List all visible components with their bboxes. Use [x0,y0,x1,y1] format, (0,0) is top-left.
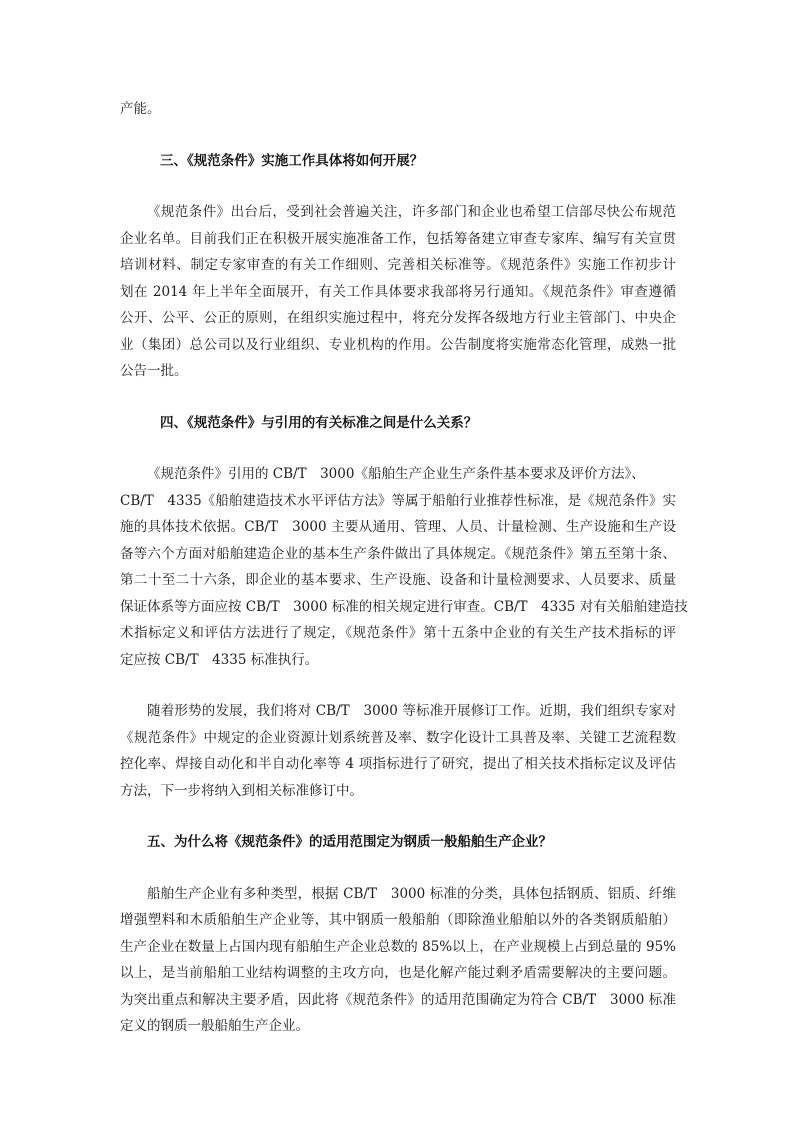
spacer [120,673,676,698]
text-line: 企业名单。目前我们正在积极开展实施准备工作，包括筹备建立审查专家库、编写有关宣贯 [120,230,676,247]
section-heading-5: 五、为什么将《规范条件》的适用范围定为钢质一般船舶生产企业？ [147,834,552,850]
text-line: 方法，下一步将纳入到相关标准修订中。 [120,782,363,799]
paragraph [120,199,676,385]
paragraph [120,698,676,804]
text-line: 为突出重点和解决主要矛盾，因此将《规范条件》的适用范围确定为符合 CB/T 3000 标准 [120,991,676,1008]
text-line: 业（集团）总公司以及行业组织、专业机构的作用。公告制度将实施常态化管理，成熟一批 [120,336,676,353]
text-line: 生产企业在数量上占国内现有船舶生产企业总数的 85%以上，在产业规模上占到总量的 95% [120,938,676,955]
spacer [120,174,676,199]
text-line: 以上，是当前船舶工业结构调整的主攻方向，也是化解产能过剩矛盾需要解决的主要问题。 [120,965,676,981]
text-line: 随着形势的发展，我们将对 CB/T 3000 等标准开展修订工作。近期，我们组织专家对 [147,703,676,719]
text-line: 定应按 CB/T 4335 标准执行。 [120,651,319,668]
text-line: CB/T 4335《船舶建造技术水平评估方法》等属于船舶行业推荐性标准，是《规范条件》实 [120,492,676,509]
text-line: 公开、公平、公正的原则，在组织实施过程中，将充分发挥各级地方行业主管部门、中央企 [120,310,676,326]
text-line: 施的具体技术依据。CB/T 3000 主要从通用、管理、人员、计量检测、生产设施和生产设 [120,519,676,535]
text-line: 《规范条件》引用的 CB/T 3000《船舶生产企业生产条件基本要求及评价方法》、 [147,466,645,482]
section-heading-4: 四、《规范条件》与引用的有关标准之间是什么关系？ [160,414,478,431]
spacer [120,385,676,410]
section-heading-3: 三、《规范条件》实施工作具体将如何开展？ [160,152,424,169]
text-line: 保证体系等方面应按 CB/T 3000 标准的相关规定进行审查。CB/T 4335 对有关船舶建造技 [120,598,688,615]
intro-tail-text: 产能。 [120,101,161,117]
text-line: 控化率、焊接自动化和半自动化率等 4 项指标进行了研究，提出了相关技术指标定议及评估 [120,756,676,772]
text-line: 《规范条件》出台后，受到社会普遍关注，许多部门和企业也希望工信部尽快公布规范 [147,204,676,220]
text-line: 术指标定义和评估方法进行了规定，《规范条件》第十五条中企业的有关生产技术指标的评 [120,625,676,641]
spacer [120,123,676,148]
text-line: 增强塑料和木质船舶生产企业等，其中钢质一般船舶（即除渔业船舶以外的各类钢质船舶） [120,912,676,928]
text-line: 《规范条件》中规定的企业资源计划系统普及率、数字化设计工具普及率、关键工艺流程数 [120,729,676,746]
spacer [120,856,676,881]
text-line: 划在 2014 年上半年全面展开，有关工作具体要求我部将另行通知。《规范条件》审查遵循 [120,283,676,300]
text-line: 培训材料、制定专家审查的有关工作细则、完善相关标准等。《规范条件》实施工作初步计 [120,257,676,273]
spacer [120,436,676,461]
text-line: 公告一批。 [120,363,188,379]
paragraph [120,881,676,1040]
document-page [120,96,688,1040]
text-line: 定义的钢质一般船舶生产企业。 [120,1018,309,1034]
text-line: 第二十至二十六条，即企业的基本要求、生产设施、设备和计量检测要求、人员要求、质量 [120,572,676,588]
text-line: 备等六个方面对船舶建造企业的基本生产条件做出了具体规定。《规范条件》第五至第十条、 [120,545,676,562]
text-line: 船舶生产企业有多种类型，根据 CB/T 3000 标准的分类，具体包括钢质、铝质、纤维 [147,885,676,902]
spacer [120,804,676,829]
paragraph [120,461,688,673]
